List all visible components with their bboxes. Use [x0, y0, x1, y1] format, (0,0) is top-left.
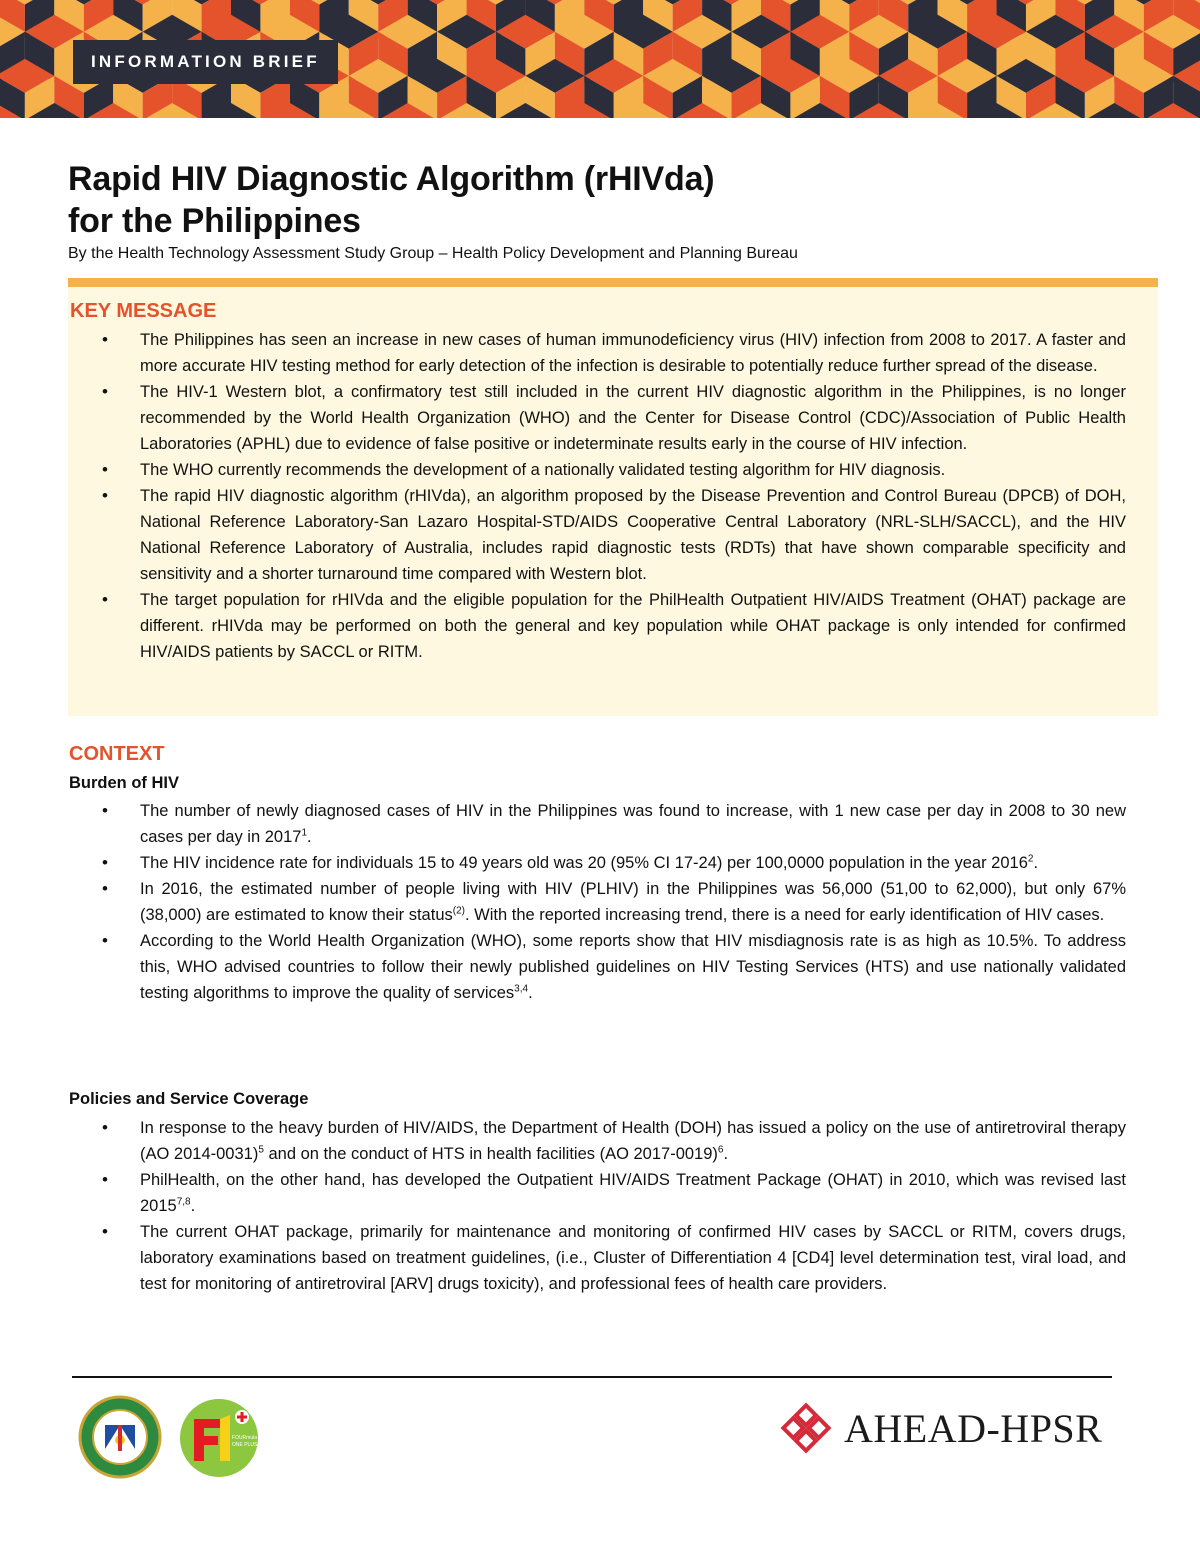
key-message-heading: KEY MESSAGE	[70, 300, 217, 322]
burden-item: • The HIV incidence rate for individuals 15 to 49 years old was 20 (95% CI 17-24) per 100,0000 population in the year 2016$^2$.	[68, 850, 1126, 876]
byline: By the Health Technology Assessment Study Group – Health Policy Development and Planning Bureau	[68, 245, 798, 262]
title-line-2: for the Philippines	[68, 202, 361, 240]
page-title	[68, 158, 714, 242]
svg-text:FOURmula: FOURmula	[232, 1435, 258, 1441]
key-message-item: • The HIV-1 Western blot, a confirmatory test still included in the current HIV diagnostic algorithm in the Philippines, is no longer recommended by the World Health Organization (WHO) and the Center for Disease Control (CDC)/Association of Public Health Laboratories (APHL) due to evidence of false positive or indeterminate results early in the course of HIV infection.	[68, 379, 1126, 457]
policy-item: • The current OHAT package, primarily for maintenance and monitoring of confirmed HIV cases by SACCL or RITM, covers drugs, laboratory examinations based on treatment guidelines, (i.e., Cluster of Differentiation 4 [CD4] level determination test, viral load, and test for monitoring of antiretroviral [ARV] drugs toxicity), and professional fees of health care providers.	[68, 1219, 1126, 1297]
key-message-item: • The target population for rHIVda and the eligible population for the PhilHealth Outpatient HIV/AIDS Treatment (OHAT) package are different. rHIVda may be performed on both the general and key population while OHAT package is only intended for confirmed HIV/AIDS patients by SACCL or RITM.	[68, 587, 1126, 665]
key-message-item: • The rapid HIV diagnostic algorithm (rHIVda), an algorithm proposed by the Disease Prevention and Control Bureau (DPCB) of DOH, National Reference Laboratory-San Lazaro Hospital-STD/AIDS Cooperative Central Laboratory (NRL-SLH/SACCL), and the HIV National Reference Laboratory of Australia, includes rapid diagnostic tests (RDTs) that have shown comparable specificity and sensitivity and a shorter turnaround time compared with Western blot.	[68, 483, 1126, 587]
key-message-list	[68, 327, 1126, 665]
svg-text:ONE PLUS: ONE PLUS	[232, 1442, 258, 1448]
burden-item: • According to the World Health Organization (WHO), some reports show that HIV misdiagnosis rate is as high as 10.5%. To address this, WHO advised countries to follow their newly published guidelines on HIV Testing Services (HTS) and use nationally validated testing algorithms to improve the quality of services$^{3,4}$.	[68, 928, 1126, 1006]
doh-seal-logo	[78, 1395, 162, 1484]
burden-list	[68, 798, 1126, 1006]
ahead-hpsr-mark-icon	[778, 1400, 834, 1456]
information-brief-tag: INFORMATION BRIEF	[73, 40, 338, 84]
f1-plus-icon	[176, 1397, 262, 1479]
f1-plus-logo	[176, 1397, 262, 1484]
doh-seal-icon	[78, 1395, 162, 1479]
key-message-item: • The WHO currently recommends the development of a nationally validated testing algorithm for HIV diagnosis.	[68, 457, 1126, 483]
key-message-item: • The Philippines has seen an increase in new cases of human immunodeficiency virus (HIV) infection from 2008 to 2017. A faster and more accurate HIV testing method for early detection of the infection is desirable to potentially reduce further spread of the disease.	[68, 327, 1126, 379]
context-heading: CONTEXT	[69, 743, 165, 765]
burden-item: • In 2016, the estimated number of people living with HIV (PLHIV) in the Philippines was 56,000 (51,00 to 62,000), but only 67% (38,000) are estimated to know their status$^{(2)}$. With the reported increasing trend, there is a need for early identification of HIV cases.	[68, 876, 1126, 928]
policies-list	[68, 1115, 1126, 1297]
policy-item: • In response to the heavy burden of HIV/AIDS, the Department of Health (DOH) has issued a policy on the use of antiretroviral therapy (AO 2014-0031)$^5$ and on the conduct of HTS in health facilities (AO 2017-0019)$^6$.	[68, 1115, 1126, 1167]
key-message-box	[68, 278, 1158, 716]
ahead-hpsr-logo	[778, 1400, 1102, 1456]
burden-item: • The number of newly diagnosed cases of HIV in the Philippines was found to increase, with 1 new case per day in 2008 to 30 new cases per day in 2017$^1$.	[68, 798, 1126, 850]
policy-item: • PhilHealth, on the other hand, has developed the Outpatient HIV/AIDS Treatment Package (OHAT) in 2010, which was revised last 2015$^{7,8}$.	[68, 1167, 1126, 1219]
ahead-hpsr-wordmark: AHEAD-HPSR	[844, 1405, 1103, 1451]
footer-divider	[72, 1376, 1112, 1378]
title-line-1: Rapid HIV Diagnostic Algorithm (rHIVda)	[68, 160, 715, 198]
policies-heading: Policies and Service Coverage	[69, 1090, 309, 1108]
burden-heading: Burden of HIV	[69, 774, 179, 792]
